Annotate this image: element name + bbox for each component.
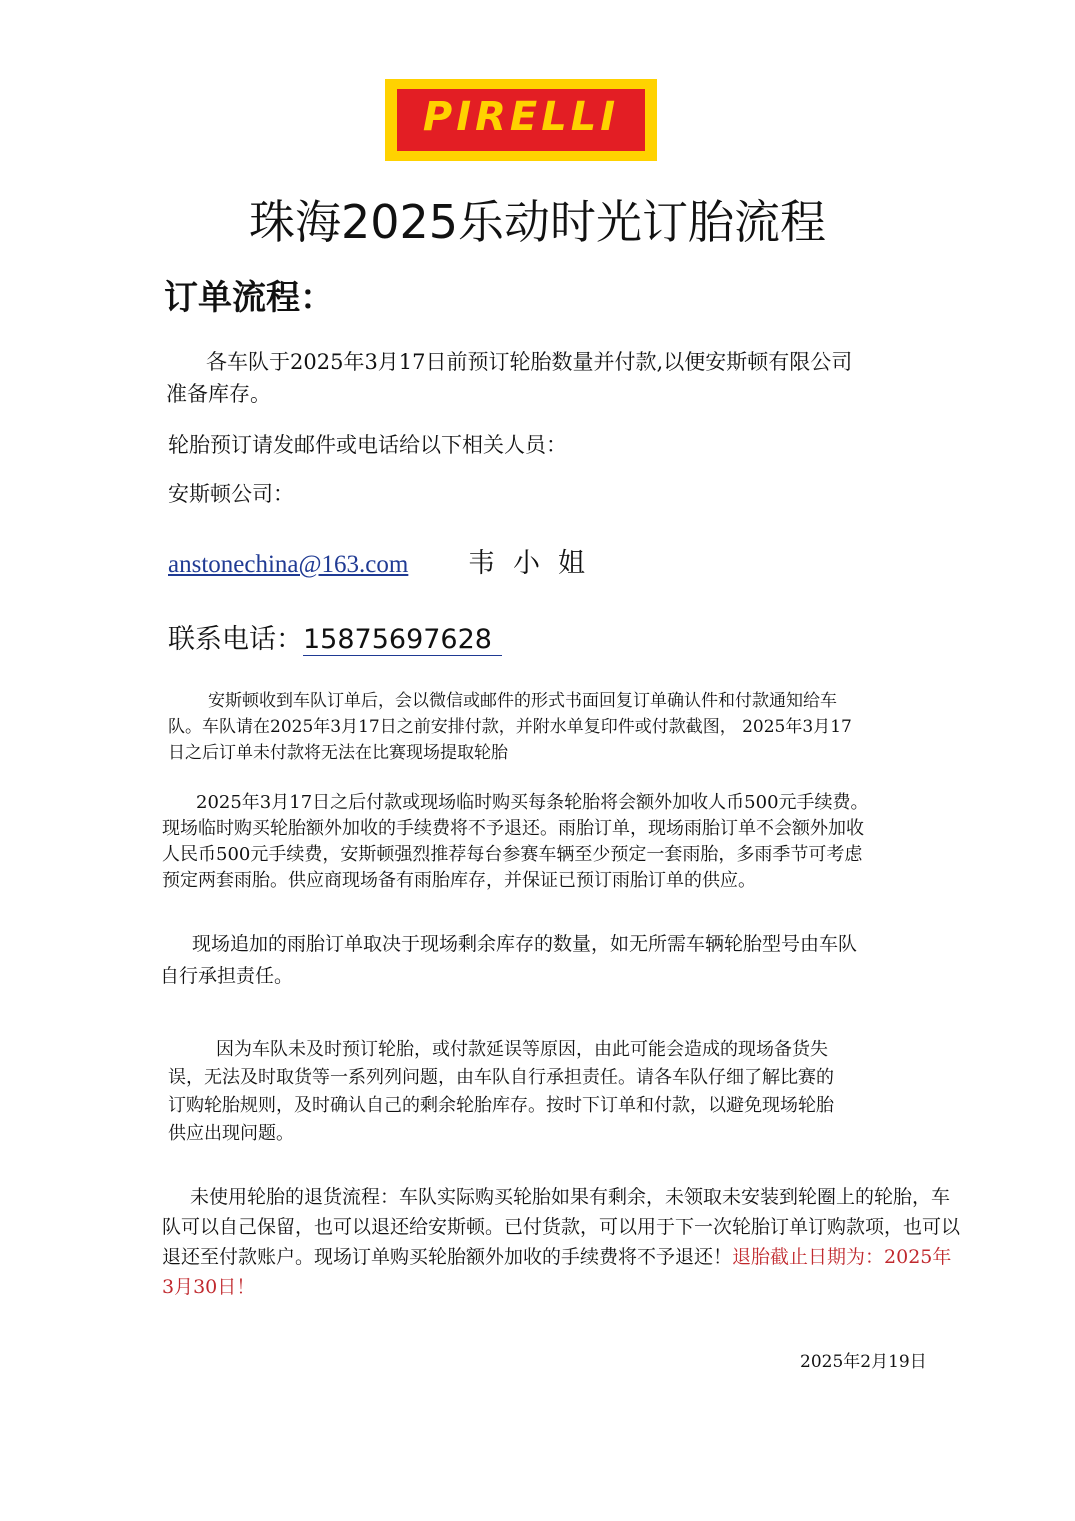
order-deadline-paragraph: 各车队于2025年3月17日前预订轮胎数量并付款,以便安斯顿有限公司准备库存。: [166, 350, 853, 406]
pirelli-logo: [385, 79, 657, 161]
confirmation-paragraph: 安斯顿收到车队订单后，会以微信或邮件的形式书面回复订单确认件和付款通知给车队。车队请在2025年3月17日之前安排付款，并附水单复印件或付款截图， 2025年3月17日之后订单未付款将无法在比赛现场提取轮胎: [168, 691, 852, 763]
company-label: 安斯顿公司：: [168, 482, 294, 506]
page-title: 珠海2025乐动时光订胎流程: [248, 195, 827, 249]
rain-stock-paragraph: 现场追加的雨胎订单取决于现场剩余库存的数量，如无所需车辆轮胎型号由车队自行承担责任。: [160, 933, 858, 987]
responsibility-paragraph: 因为车队未及时预订轮胎，或付款延误等原因，由此可能会造成的现场备货失误，无法及时取货等一系列列问题，由车队自行承担责任。请各车队仔细了解比赛的订购轮胎规则，及时确认自己的剩余轮胎库存。按时下订单和付款，以避免现场轮胎供应出现问题。: [168, 1039, 834, 1144]
return-policy-text: 未使用轮胎的退货流程：车队实际购买轮胎如果有剩余，未领取未安装到轮圈上的轮胎，车队可以自己保留，也可以退还给安斯顿。已付货款，可以用于下一次轮胎订单订购款项，也可以退还至付款账户。现场订单购买轮胎额外加收的手续费将不予退还！: [162, 1186, 961, 1268]
section-heading: 订单流程：: [164, 278, 334, 318]
contact-intro: 轮胎预订请发邮件或电话给以下相关人员：: [168, 433, 567, 457]
return-policy-paragraph: [162, 1182, 962, 1302]
contact-name: 韦小姐: [468, 548, 603, 579]
phone-number: 15875697628: [303, 624, 502, 656]
phone-label: 联系电话：: [168, 624, 303, 655]
contact-email-link[interactable]: anstonechina@163.com: [168, 551, 409, 578]
return-deadline: 退胎截止日期为：2025年3月30日！: [162, 1246, 952, 1298]
phone-line: [168, 621, 502, 659]
document-date: 2025年2月19日: [800, 1352, 927, 1372]
logo-red-panel: [397, 89, 645, 151]
logo-wordmark: PIRELLI: [422, 94, 620, 140]
late-fee-paragraph: 2025年3月17日之后付款或现场临时购买每条轮胎将会额外加收人币500元手续费。现场临时购买轮胎额外加收的手续费将不予退还。雨胎订单，现场雨胎订单不会额外加收人民币500元手续费，安斯顿强烈推荐每台参赛车辆至少预定一套雨胎，多雨季节可考虑预定两套雨胎。供应商现场备有雨胎库存，并保证已预订雨胎订单的供应。: [162, 792, 869, 891]
